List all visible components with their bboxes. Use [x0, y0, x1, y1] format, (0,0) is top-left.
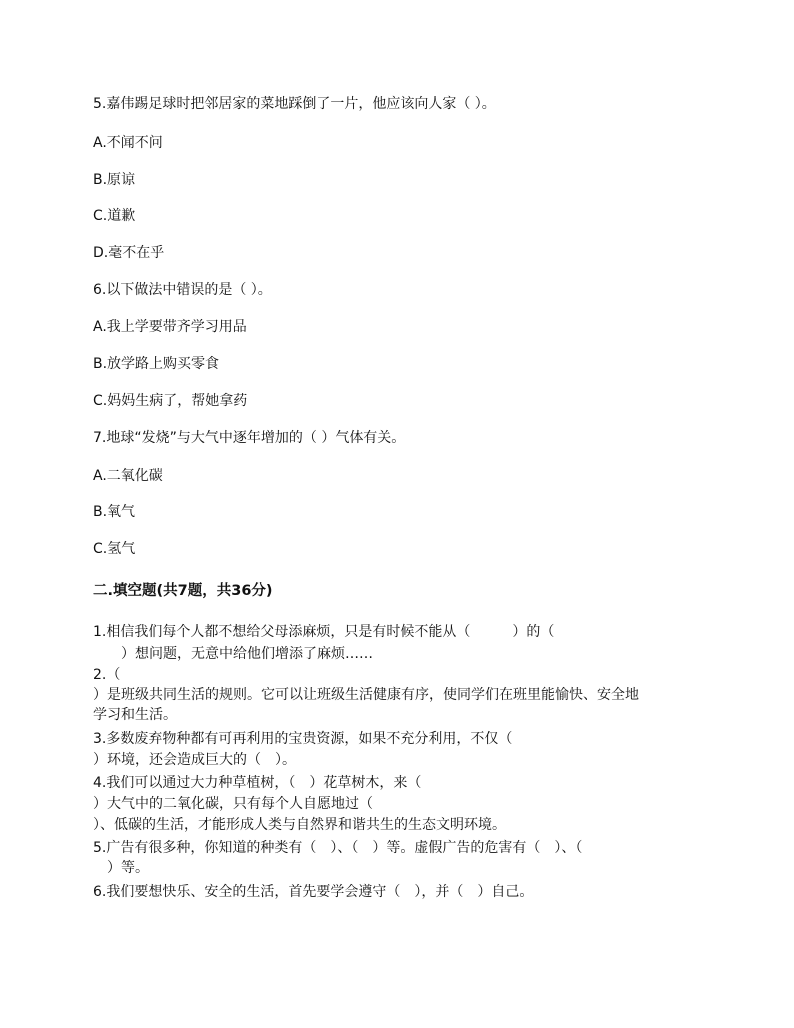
fill-q6-line-1: 6.我们要想快乐、安全的生活，首先要学会遵守（ ），并（ ）自己。: [93, 884, 534, 900]
fill-q5-line-2: ）等。: [93, 860, 149, 876]
fill-q4-line-2: ）大气中的二氧化碳，只有每个人自愿地过（: [93, 796, 373, 812]
fill-q5-line-1: 5.广告有很多种，你知道的种类有（ ）、（ ）等。虚假广告的危害有（ ）、（: [93, 840, 583, 856]
fill-q4-line-3: ）、低碳的生活，才能形成人类与自然界和谐共生的生态文明环境。: [93, 817, 506, 833]
section-2-title: 二.填空题(共7题，共36分): [93, 583, 273, 599]
question-7-option-b: B.氧气: [93, 504, 136, 520]
fill-q2-line-3: 学习和生活。: [93, 707, 177, 723]
question-5-option-b: B.原谅: [93, 172, 136, 188]
question-6-option-a: A.我上学要带齐学习用品: [93, 319, 247, 335]
question-7-option-a: A.二氧化碳: [93, 468, 163, 484]
question-5-option-d: D.毫不在乎: [93, 245, 165, 261]
fill-q4-line-1: 4.我们可以通过大力种草植树，（ ）花草树木，来（: [93, 775, 422, 791]
fill-q1-line-1: 1.相信我们每个人都不想给父母添麻烦，只是有时候不能从（ ）的（: [93, 624, 555, 640]
question-6-stem: 6.以下做法中错误的是（ ）。: [93, 282, 272, 298]
question-5-option-a: A.不闻不问: [93, 135, 163, 151]
question-5-stem: 5.嘉伟踢足球时把邻居家的菜地踩倒了一片，他应该向人家（ ）。: [93, 96, 496, 112]
question-6-option-b: B.放学路上购买零食: [93, 356, 220, 372]
question-5-option-c: C.道歉: [93, 208, 136, 224]
question-7-stem: 7.地球“发烧”与大气中逐年增加的（ ）气体有关。: [93, 430, 406, 446]
question-6-option-c: C.妈妈生病了，帮她拿药: [93, 393, 248, 409]
fill-q3-line-1: 3.多数废弃物种都有可再利用的宝贵资源，如果不充分利用，不仅（: [93, 731, 513, 747]
fill-q1-line-2: ）想问题，无意中给他们增添了麻烦……: [93, 646, 373, 662]
fill-q3-line-2: ）环境，还会造成巨大的（ ）。: [93, 752, 296, 768]
fill-q2-line-1: 2.（: [93, 667, 121, 683]
question-7-option-c: C.氢气: [93, 541, 136, 557]
fill-q2-line-2: ）是班级共同生活的规则。它可以让班级生活健康有序，使同学们在班里能愉快、安全地: [93, 687, 639, 703]
